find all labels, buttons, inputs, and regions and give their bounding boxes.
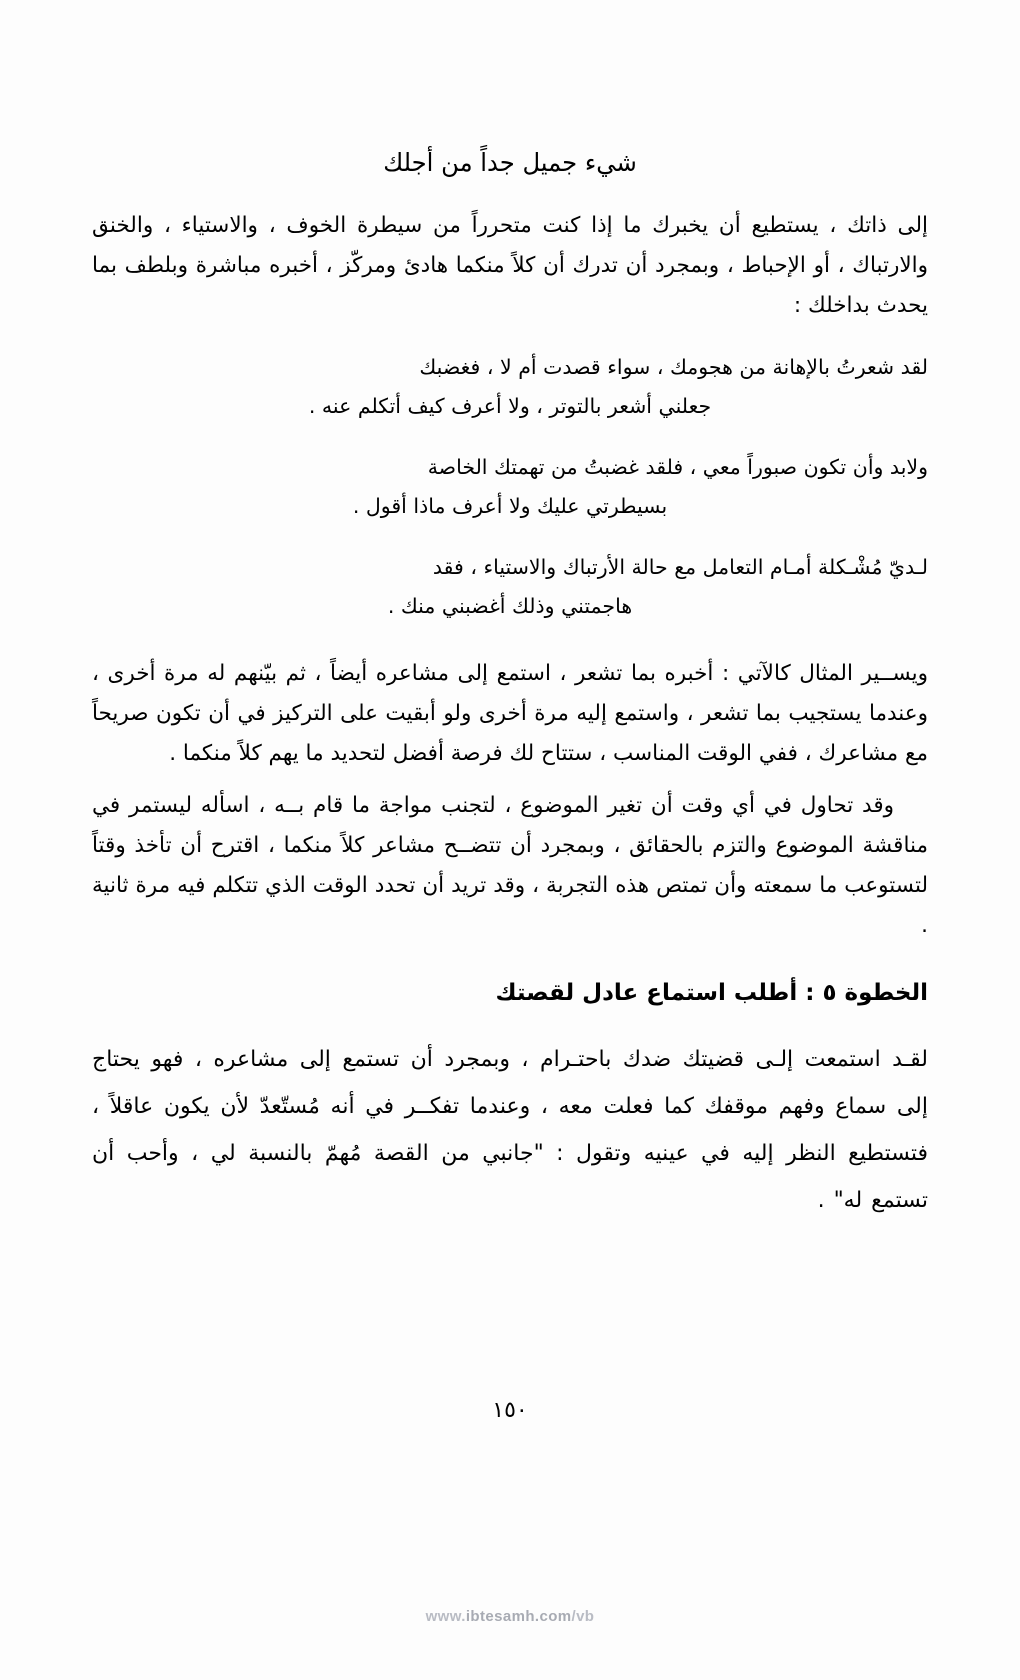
quote-block-one — [92, 326, 928, 426]
watermark-domain: ibtesamh.com — [465, 1608, 572, 1625]
quote-line: هاجمتني وذلك أغضبني منك . — [387, 594, 633, 618]
watermark-prefix: www. — [425, 1608, 466, 1625]
page-number: ١٥٠ — [492, 1398, 528, 1423]
quote-line: بسيطرتي عليك ولا أعرف ماذا أقول . — [352, 494, 668, 518]
paragraph-intro: إلى ذاتك ، يستطيع أن يخبرك ما إذا كنت متحرراً من سيطرة الخوف ، والاستياء ، والخنق والارتباك ، أو الإحباط ، وبمجرد أن تدرك أن كلاً منكما هادئ ومركّز ، أخبره مباشرة وبلطف بما يحدث بداخلك : — [92, 213, 928, 318]
section-heading-step-five: الخطوة ٥ : أطلب استماع عادل لقصتك — [495, 980, 928, 1006]
quote-block-two — [92, 426, 928, 526]
chapter-heading: شيء جميل جداً من أجلك — [383, 148, 637, 177]
quote-block-three — [92, 526, 928, 626]
quote-line: ولابد وأن تكون صبوراً معي ، فلقد غضبتُ من تهمتك الخاصة — [427, 455, 928, 479]
site-watermark — [0, 1608, 1020, 1625]
paragraph-step-five-body: لقـد استمعت إلـى قضيتك ضدك باحتـرام ، وبمجرد أن تستمع إلى مشاعره ، فهو يحتاج إلى سماع وفهم موقفك كما فعلت معه ، وعندما تفكــر في أنه مُستّعدّ لأن يكون عاقلاً ، فتستطيع النظر إليه في عينيه وتقول : "جانبي من القصة مُهمّ بالنسبة لي ، وأحب أن تستمع له" . — [92, 1047, 928, 1213]
quote-line: لقد شعرتُ بالإهانة من هجومك ، سواء قصدت أم لا ، فغضبك — [419, 355, 928, 379]
quote-line: لـديّ مُشْـكلة أمـام التعامل مع حالة الأرتباك والاستياء ، فقد — [432, 555, 928, 579]
watermark-suffix: /vb — [571, 1608, 595, 1625]
quote-line: جعلني أشعر بالتوتر ، ولا أعرف كيف أتكلم عنه . — [308, 394, 712, 418]
paragraph-avoid-topic: وقد تحاول في أي وقت أن تغير الموضوع ، لتجنب مواجة ما قام بــه ، اسأله ليستمر في مناقشة الموضوع والتزم بالحقائق ، وبمجرد أن تتضــح مشاعر كلاً منكما ، اقترح أن تأخذ وقتاً لتستوعب ما سمعته وأن تمتص هذه التجربة ، وقد تريد أن تحدد الوقت الذي تتكلم فيه مرة ثانية . — [92, 793, 928, 938]
paragraph-example: ويســير المثال كالآتي : أخبره بما تشعر ، استمع إلى مشاعره أيضاً ، ثم بيّنهم له مرة أخرى ، وعندما يستجيب بما تشعر ، واستمع إليه مرة أخرى ولو أبقيت على التركيز في أن تكون صريحاً مع مشاعرك ، ففي الوقت المناسب ، ستتاح لك فرصة أفضل لتحديد ما يهم كلاً منكما . — [92, 661, 928, 766]
